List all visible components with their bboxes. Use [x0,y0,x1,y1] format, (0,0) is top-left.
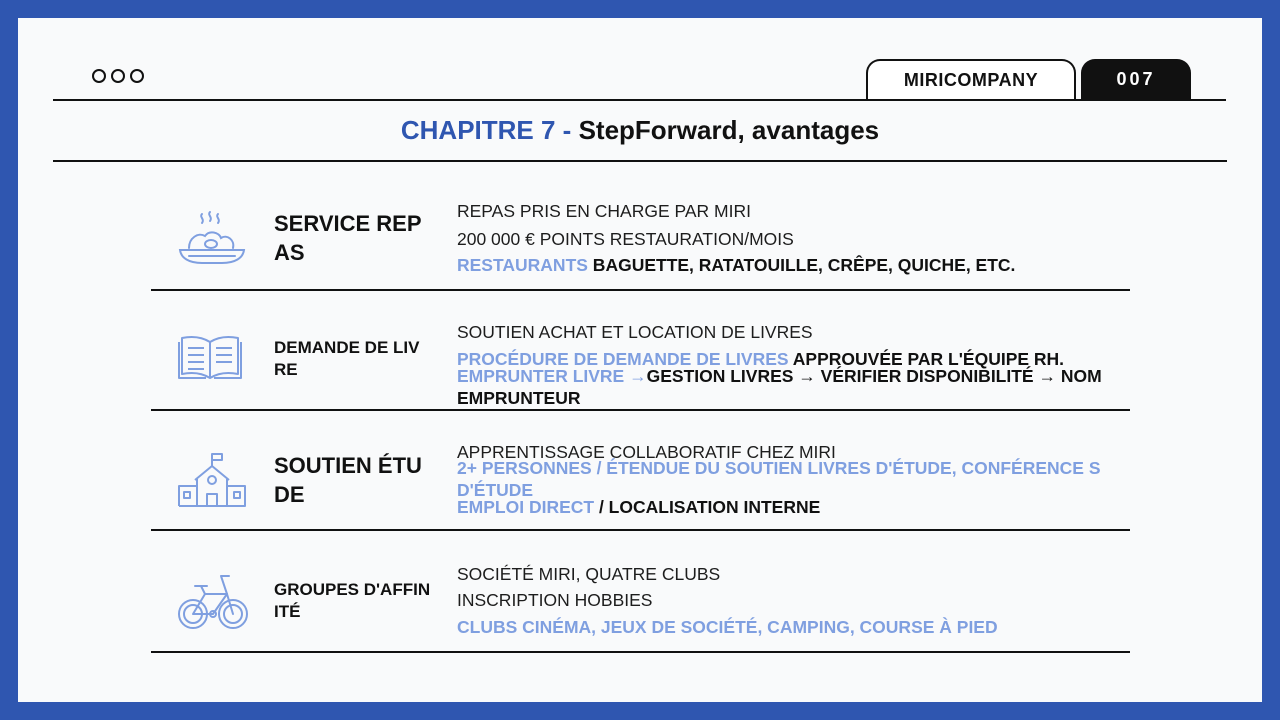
chapter-label: CHAPITRE 7 - [400,115,572,145]
row-line [457,365,1107,409]
row-line [457,255,1015,276]
bicycle-icon [177,570,249,632]
row-divider [151,289,1130,291]
accent-text: RESTAURANTS [457,255,588,275]
dot-icon [130,69,144,83]
row-text: GESTION LIVRES → VÉRIFIER DISPONIBILITÉ → NOM EMPRUNTEUR [457,366,1102,408]
benefit-row-study [150,430,1130,532]
header-divider [53,99,1226,101]
dot-icon [92,69,106,83]
row-line: SOCIÉTÉ MIRI, QUATRE CLUBS [457,564,721,584]
benefit-row-meal [150,190,1130,292]
accent-text: EMPLOI DIRECT [457,497,595,517]
benefit-row-books [150,310,1130,412]
school-building-icon [177,452,247,508]
title-divider [53,160,1227,162]
page-number-tab[interactable]: 007 [1081,59,1191,100]
row-line: APPRENTISSAGE COLLABORATIF CHEZ MIRI [457,442,836,462]
row-text: / LOCALISATION INTERNE [594,497,821,517]
title-text: StepForward, avantages [578,115,880,145]
row-line: SOUTIEN ACHAT ET LOCATION DE LIVRES [457,322,813,342]
row-divider [151,651,1130,653]
row-line [457,497,820,518]
page-title [0,115,1280,146]
row-divider [151,529,1130,531]
accent-text: 2+ PERSONNES / ÉTENDUE DU SOUTIEN LIVRES D'ÉTUDE, CONFÉRENCE S D'ÉTUDE [457,458,1101,500]
window-dots [92,69,144,83]
benefit-row-clubs [150,552,1130,654]
row-line: INSCRIPTION HOBBIES [457,590,653,610]
company-tab[interactable]: MIRICOMPANY [866,59,1076,99]
row-line [457,457,1107,501]
row-line: REPAS PRIS EN CHARGE PAR MIRI [457,201,751,221]
dot-icon [111,69,125,83]
accent-text: CLUBS CINÉMA, JEUX DE SOCIÉTÉ, CAMPING, COURSE À PIED [457,617,998,637]
accent-text: EMPRUNTER LIVRE → [457,366,647,386]
row-line: 200 000 € POINTS RESTAURATION/MOIS [457,229,794,249]
row-title: DEMANDE DE LIV RE [274,338,420,379]
row-text: BAGUETTE, RATATOUILLE, CRÊPE, QUICHE, ETC. [587,255,1016,275]
row-divider [151,409,1130,411]
row-text: APPROUVÉE PAR L'ÉQUIPE RH. [788,349,1065,369]
row-title: SOUTIEN ÉTU DE [274,453,422,507]
row-title: SERVICE REP AS [274,211,422,265]
open-book-icon [177,334,243,384]
meal-plate-icon [177,210,247,268]
row-title: GROUPES D'AFFIN ITÉ [274,580,431,621]
accent-text: PROCÉDURE DE DEMANDE DE LIVRES [457,349,789,369]
row-line [457,617,998,638]
